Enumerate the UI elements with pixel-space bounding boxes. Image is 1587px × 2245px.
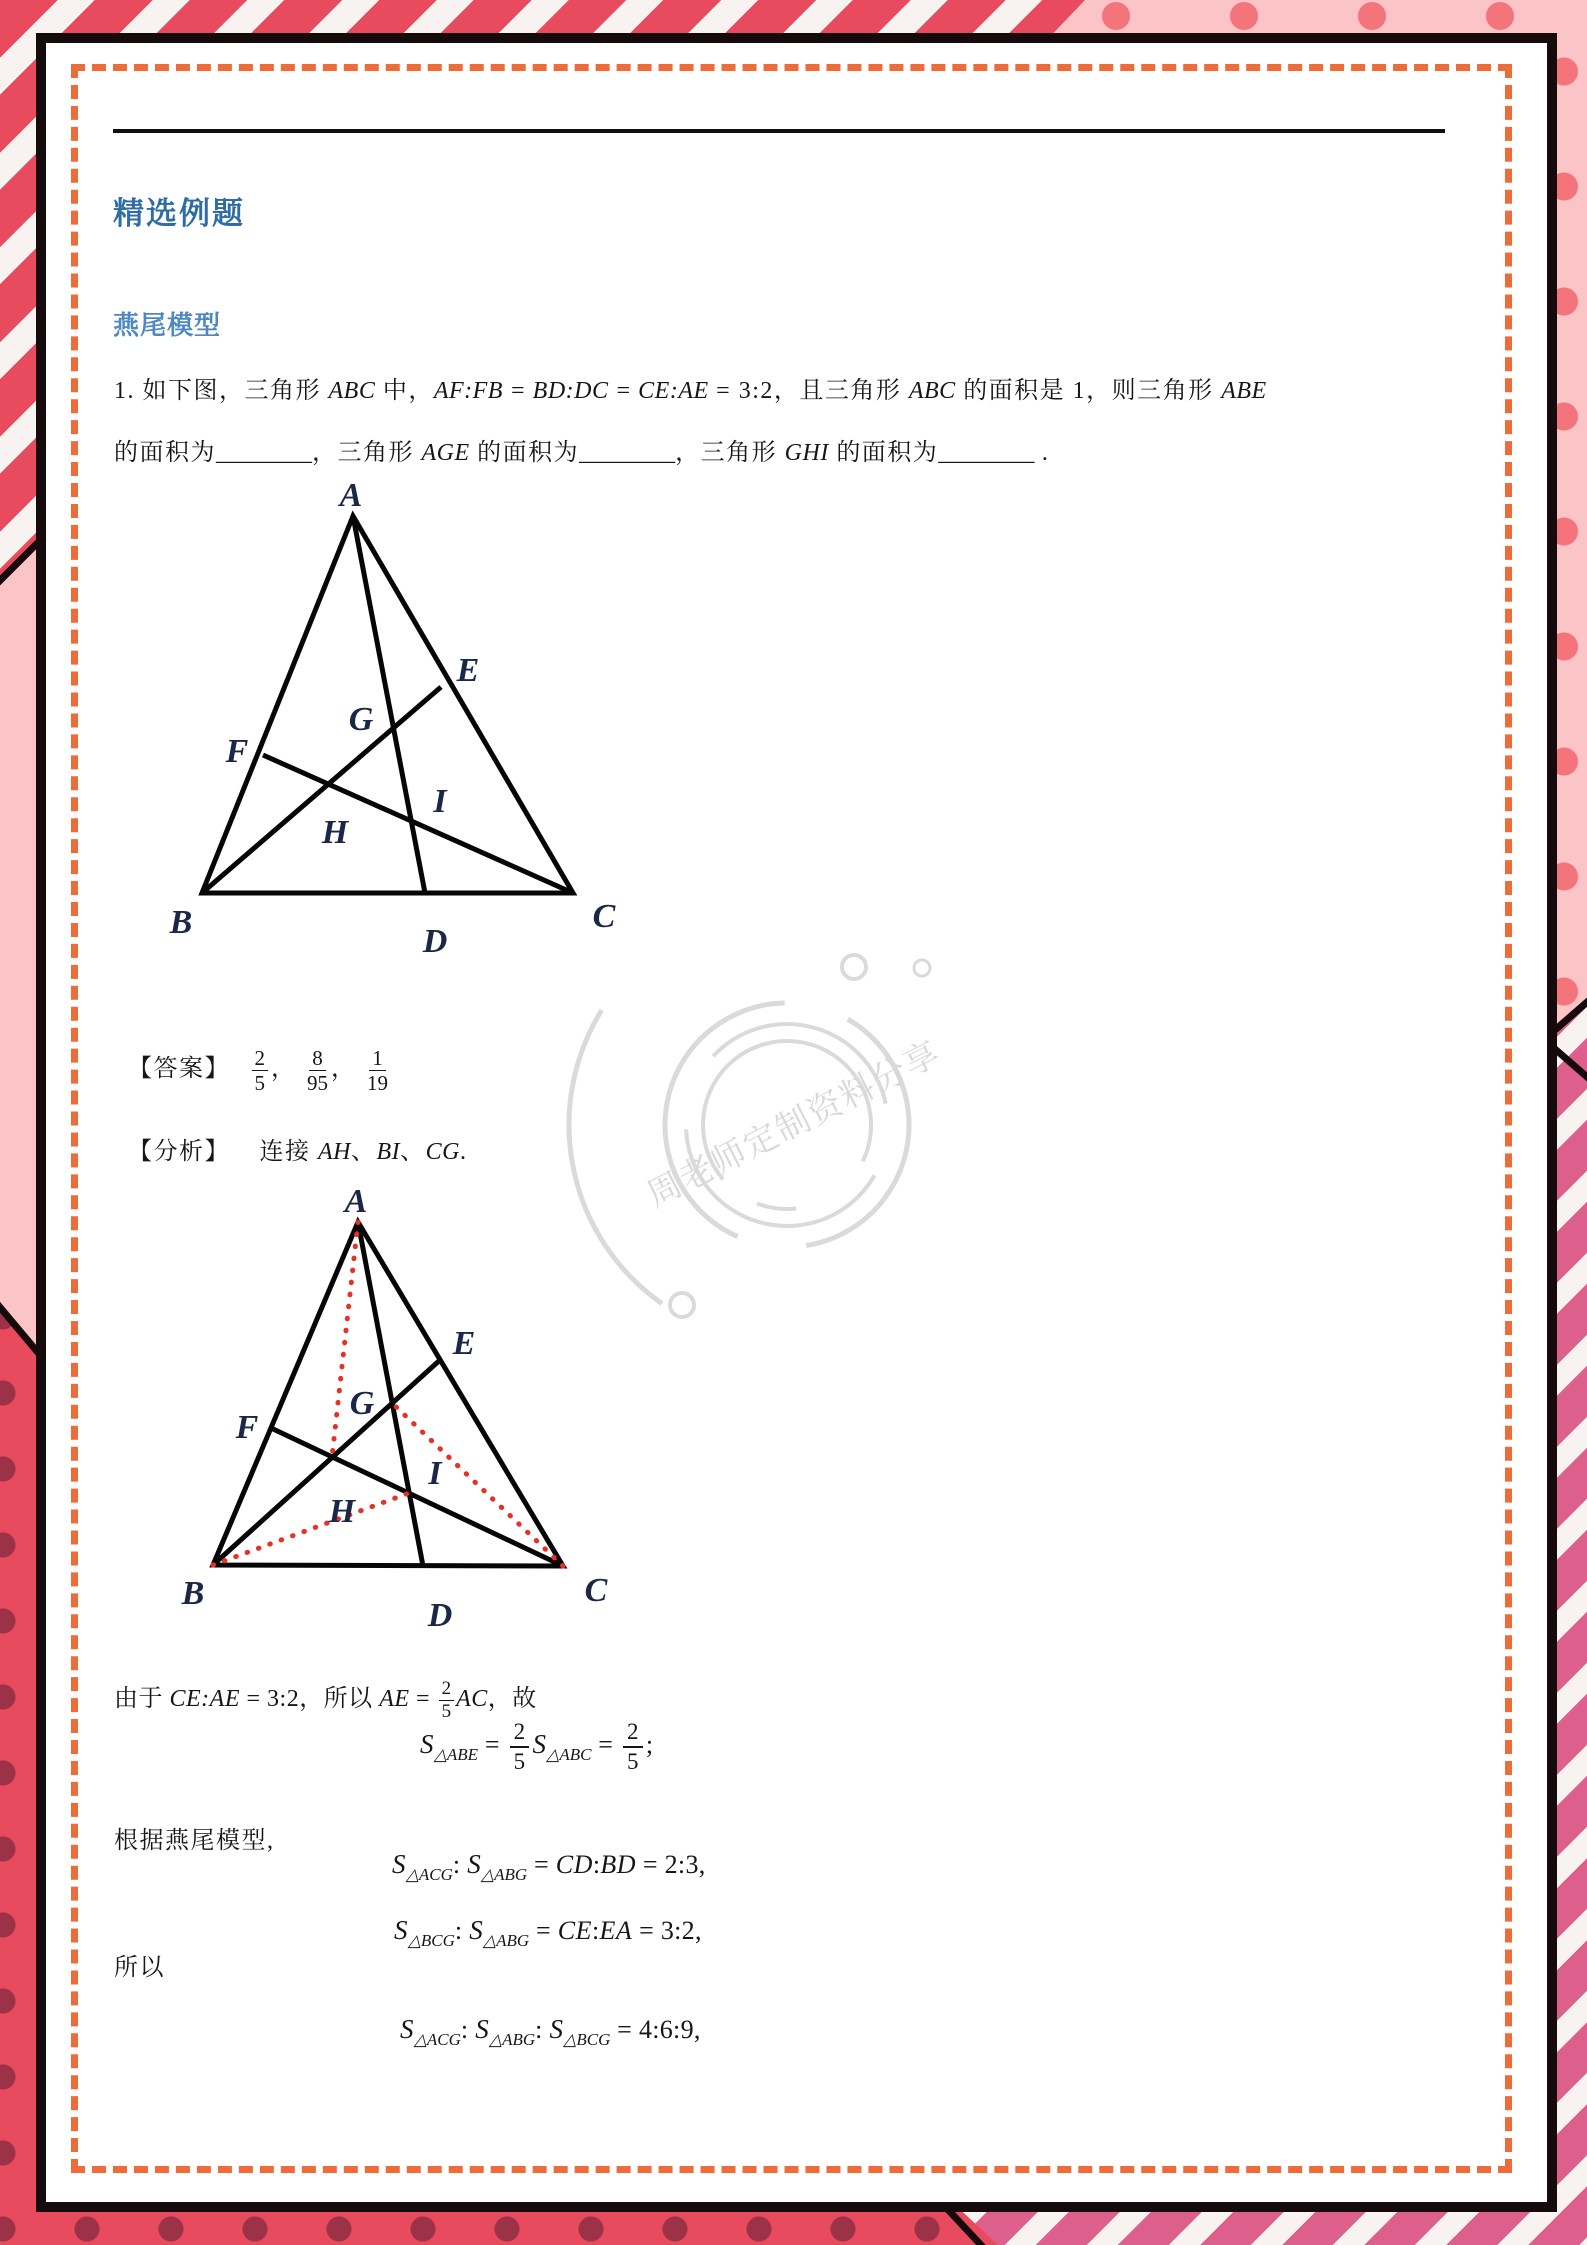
cevian-cf [263, 755, 573, 893]
fraction: $\frac{8}{95}$ [307, 1046, 328, 1096]
equation-ratio-469: $S_{\triangle ACG}$: $S_{\triangle ABG}$: $S_{\triangle BCG}$ = 4:6:9, [400, 2014, 701, 2049]
fraction: $\frac{2}{5}$ [510, 1718, 530, 1776]
equation-bcg-abg: $S_{\triangle BCG}$: $S_{\triangle ABG}$ = CE:EA = 3:2, [394, 1915, 702, 1950]
point-label-d: D [427, 1597, 453, 1634]
geometry-diagram-2 [140, 1178, 640, 1654]
analysis-label: 【分析】 [128, 1139, 230, 1165]
fraction: $\frac{2}{5}$ [439, 1678, 455, 1723]
answer-blank: ________ [216, 440, 312, 466]
point-label-d: D [422, 923, 448, 960]
dotted-bi [213, 1493, 409, 1565]
point-label-i: I [433, 783, 447, 820]
point-label-g: G [348, 701, 374, 738]
subsection-heading: 燕尾模型 [113, 310, 222, 340]
point-label-i: I [428, 1455, 442, 1492]
vertex-label-b: B [181, 1575, 205, 1612]
problem-text-line-1: 1. 如下图，三角形 ABC 中，AF:FB = BD:DC = CE:AE = 3:2，且三角形 ABC 的面积是 1，则三角形 ABE [114, 378, 1267, 404]
fraction: $\frac{2}{5}$ [623, 1718, 643, 1776]
problem-text-line-2: 的面积为________，三角形 AGE 的面积为________，三角形 GHI 的面积为________ . [114, 440, 1050, 466]
derivation-line-1: 由于 CE:AE = 3:2，所以 AE = $\frac{2}{5}$ AC，故 [114, 1678, 537, 1722]
answer-blank: ________ [579, 440, 676, 466]
equation-abe: $S_{\triangle ABE}$ = $\frac{2}{5}$ $S_{\triangle ABC}$ = $\frac{2}{5}$ ; [420, 1718, 653, 1776]
point-label-h: H [321, 814, 349, 851]
triangle-lines [202, 516, 573, 893]
problem-text: 1. 如下图，三角形 [114, 378, 329, 404]
vertex-label-b: B [169, 904, 193, 941]
point-label-g: G [349, 1385, 375, 1422]
top-rule [113, 129, 1445, 133]
vertex-label-a: A [344, 1183, 368, 1220]
derivation-line-3: 所以 [114, 1955, 165, 1981]
section-heading: 精选例题 [113, 196, 245, 231]
point-label-f: F [225, 733, 249, 770]
vertex-label-a: A [339, 477, 363, 514]
point-label-f: F [235, 1409, 259, 1446]
point-label-e: E [452, 1325, 476, 1362]
vertex-label-c: C [592, 898, 616, 935]
answer-blank: ________ [938, 440, 1035, 466]
answer-line: 【答案】 $\frac{2}{5}$ ， $\frac{8}{95}$ ， $\frac{1}{19}$ [128, 1046, 388, 1096]
point-label-e: E [456, 652, 480, 689]
geometry-diagram-1 [133, 468, 643, 968]
equation-acg-abg: $S_{\triangle ACG}$: $S_{\triangle ABG}$ = CD:BD = 2:3, [392, 1849, 706, 1884]
answer-label: 【答案】 [128, 1056, 230, 1083]
vertex-label-c: C [584, 1572, 608, 1609]
derivation-line-2: 根据燕尾模型, [114, 1828, 275, 1854]
fraction: $\frac{1}{19}$ [367, 1046, 388, 1096]
analysis-line: 【分析】 连接 AH、BI、CG. [128, 1139, 468, 1165]
point-label-h: H [328, 1493, 356, 1530]
fraction: $\frac{2}{5}$ [252, 1046, 269, 1095]
watermark-text: 周老师定制资料分享 [641, 1033, 947, 1215]
